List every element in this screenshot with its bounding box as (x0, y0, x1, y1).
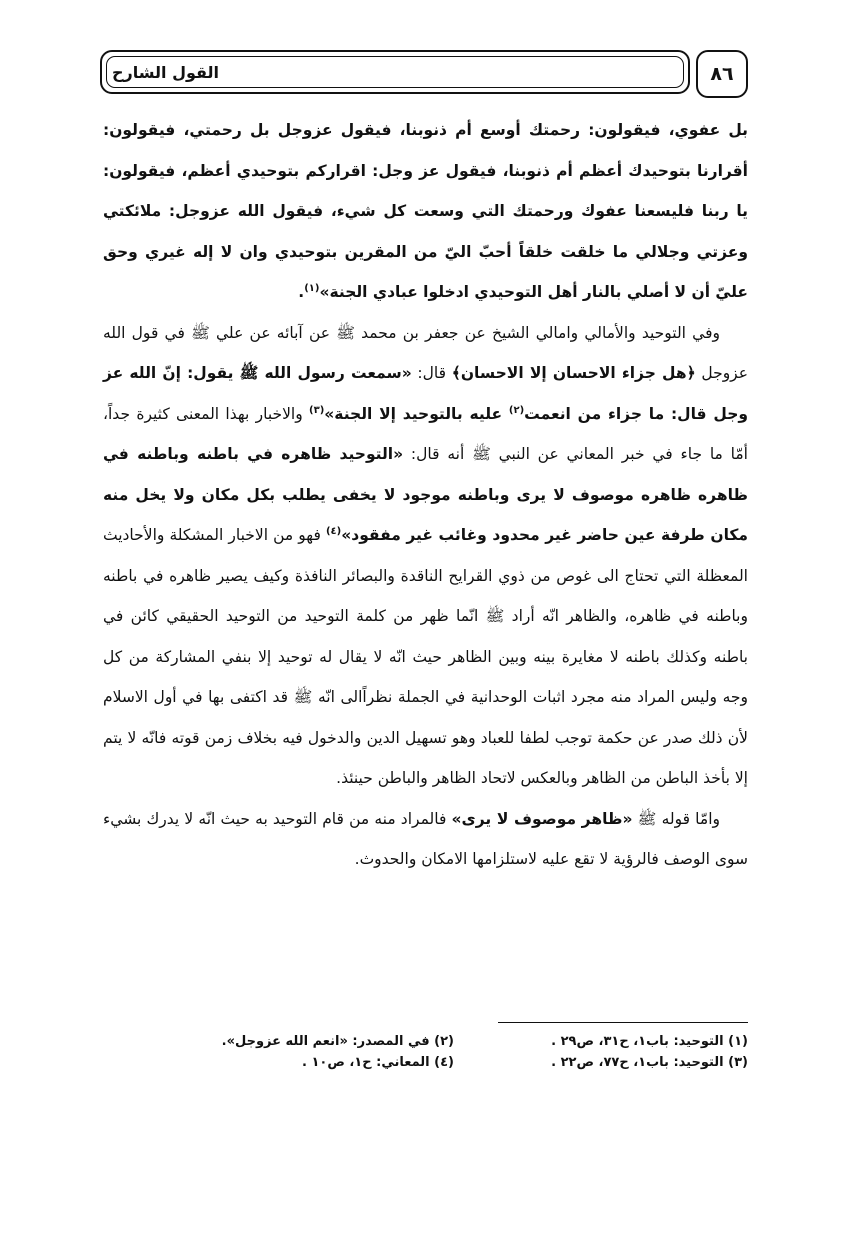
running-title: القول الشارح (112, 62, 220, 82)
footnote-4: (٤) المعاني: ح١، ص١٠ . (302, 1055, 454, 1070)
quran-verse: ﴿هل جزاء الاحسان إلا الاحسان﴾ (451, 364, 696, 382)
main-text (103, 110, 748, 880)
page-number: ٨٦ (696, 50, 748, 98)
running-title-frame (100, 50, 690, 94)
hadith-quote-1-end: عليه بالتوحيد إلا الجنة» (324, 404, 509, 423)
footnotes (180, 1034, 748, 1070)
footnote-ref-4: (٤) (325, 525, 342, 537)
paragraph-2-said: قال: (411, 364, 452, 382)
quoted-phrase: «ظاهر موصوف لا يرى» (451, 809, 633, 828)
page-header (100, 50, 748, 98)
paragraph-3-text: فالمراد منه من قام التوحيد به حيث انّه لا يدرك بشيء سوى الوصف فالرؤية لا تقع عليه لاستلزامها الامكان والحدوث. (103, 809, 748, 868)
footnote-ref-3: (٣) (309, 404, 325, 416)
footnote-2: (٢) في المصدر: «انعم الله عزوجل». (221, 1034, 454, 1049)
footnote-divider (498, 1022, 748, 1023)
paragraph-2-intro: وفي التوحيد والأمالي وامالي الشيخ عن جعفر بن محمد ﷺ عن آبائه عن علي ﷺ في قول الله عزوجل (103, 323, 748, 382)
hadith-quote-2: «التوحيد ظاهره في باطنه وباطنه في ظاهره ظاهره موصوف لا يرى وباطنه موجود لا يخفى يطلب بكل مكان ولا يخل منه مكان طرفة عين حاضر غير محدود وغائب غير مفقود» (103, 445, 748, 544)
footnote-ref-1: (١) (304, 282, 320, 294)
hadith-quote-1: «سمعت رسول الله ﷺ يقول: إنّ الله عز وجل قال: ما جزاء من انعمت (103, 364, 748, 423)
paragraph-1: بل عفوي، فيقولون: رحمتك أوسع أم ذنوبنا، فيقول عزوجل بل رحمتي، فيقولون: أقرارنا بتوحيدك أعظم أم ذنوبنا، فيقول عز وجل: اقراركم بتوحيدي أعظم، فيقولون: يا ربنا فليسعنا عفوك ورحمتك التي وسعت كل شيء، فيقول الله عزوجل: ملائكتي وعزتي وجلالي ما خلقت خلقاً أحبّ اليّ من المقرين بتوحيدي وان لا إله غيري وحق عليّ أن لا أصلي بالنار أهل التوحيدي ادخلوا عبادي الجنة»$^{(١)}$. (103, 121, 748, 301)
paragraph-3 (103, 799, 748, 880)
footnote-3: (٣) التوحيد: باب١، ح٧٧، ص٢٢ . (551, 1055, 748, 1070)
paragraph-3-intro: وامّا قوله ﷺ (632, 809, 720, 828)
paragraph-2 (103, 313, 748, 799)
footnote-ref-2: (٢) (508, 404, 525, 416)
paragraph-1-text: بل عفوي، فيقولون: رحمتك أوسع أم ذنوبنا، فيقول عزوجل بل رحمتي، فيقولون: أقرارنا بتوحيدك أعظم أم ذنوبنا، فيقول عز وجل: اقراركم بتوحيدي أعظم، فيقولون: يا ربنا فليسعنا عفوك ورحمتك التي وسعت كل شيء، فيقول الله عزوجل: ملائكتي وعزتي وجلالي ما خلقت خلقاً أحبّ اليّ من المقرين بتوحيدي وان لا إله غيري وحق عليّ أن لا أصلي بالنار أهل التوحيدي ادخلوا عبادي الجنة» (103, 121, 748, 301)
footnote-1: (١) التوحيد: باب١، ح٣١، ص٢٩ . (551, 1034, 748, 1049)
paragraph-2-middle: والاخبار بهذا المعنى كثيرة جداً، أمّا ما جاء في خبر المعاني عن النبي ﷺ أنه قال: (103, 404, 748, 463)
paragraph-2-commentary: فهو من الاخبار المشكلة والأحاديث المعظلة التي تحتاج الى غوص من ذوي القرايح الناقدة والبصائر النافذة وكيف يصير ظاهره في باطنه وباطنه في ظاهره، والظاهر انّه أراد ﷺ انّما ظهر من كلمة التوحيد من التوحيد الحقيقي كائن في باطنه وكذلك باطنه لا مغايرة بينه وبين الظاهر حيث انّه لا يقال له توحيد إلا بنفي المشاركة من كل وجه وليس المراد منه مجرد اثبات الوحدانية في الجملة نظراًالى انّه ﷺ قد اكتفى بها في أول الاسلام لأن ذلك صدر عن حكمة توجب لطفا للعباد وهو تسهيل الدين والدخول فيه بخلاف زمن قوته فانّه لا يتم إلا بأخذ الباطن من الظاهر وبالعكس لاتحاد الظاهر والباطن حينئذ. (103, 526, 748, 787)
